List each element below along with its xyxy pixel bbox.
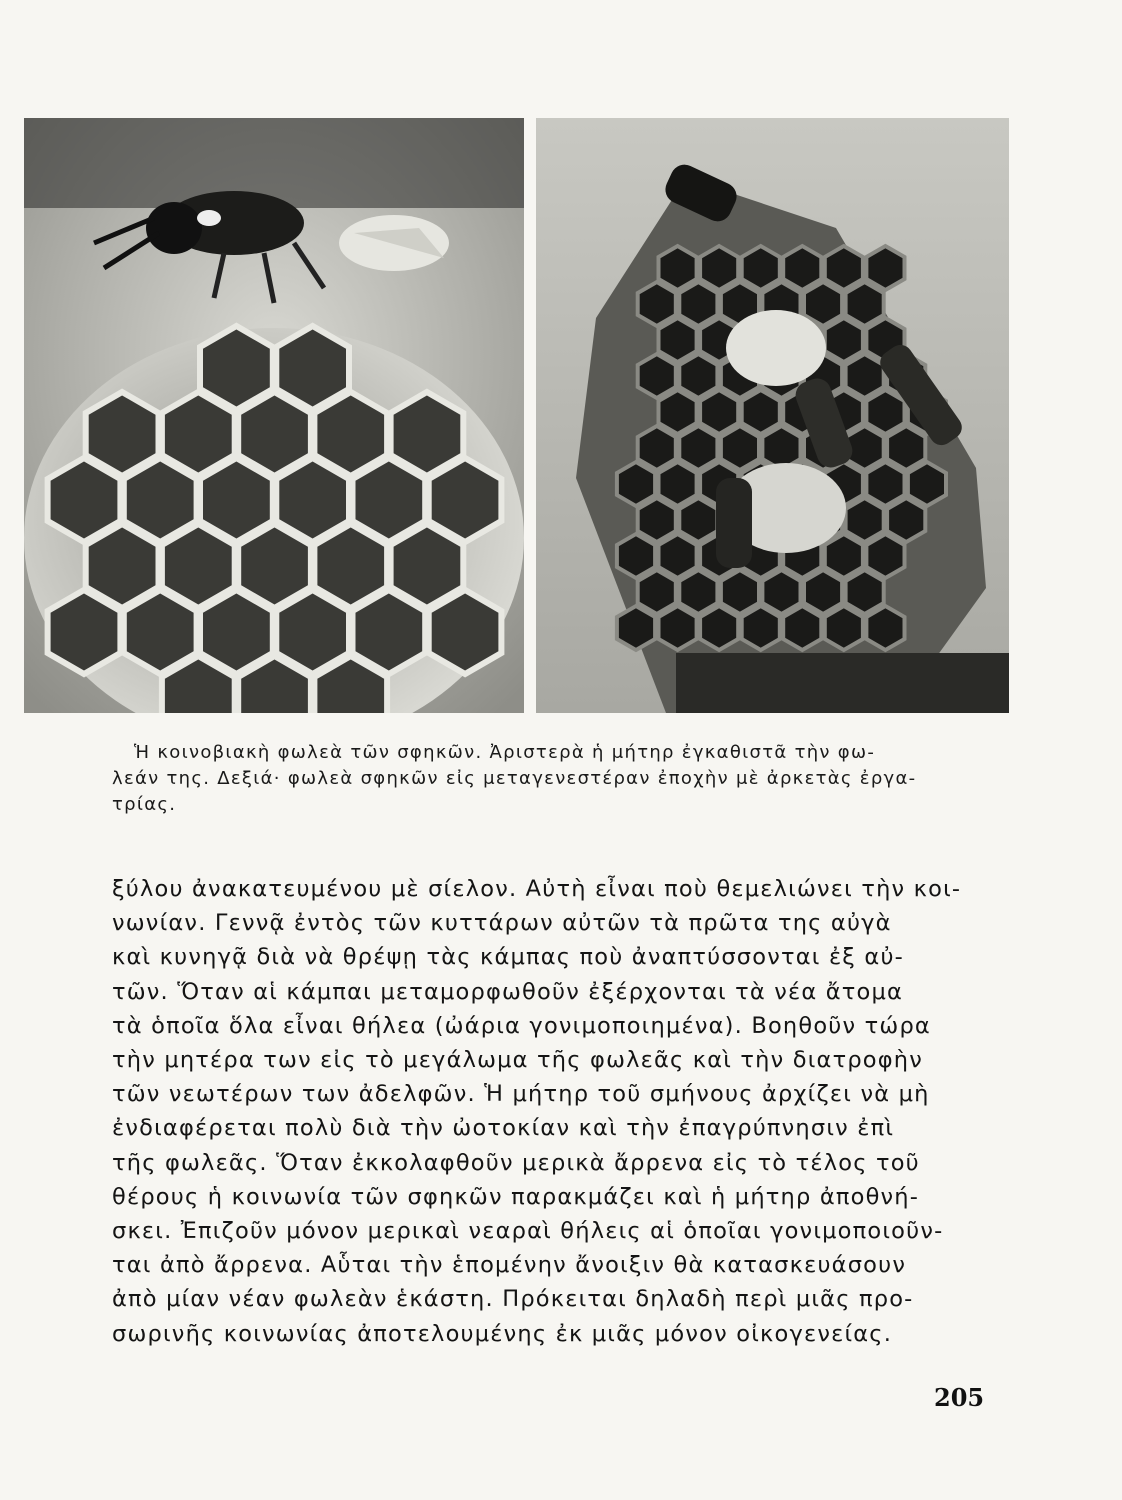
comb-cell: [700, 606, 738, 650]
comb-cell: [659, 246, 697, 290]
comb-cell: [679, 570, 717, 614]
comb-cell: [866, 462, 904, 506]
comb-cell: [846, 570, 884, 614]
comb-cell: [908, 462, 946, 506]
comb-cell: [846, 354, 884, 398]
comb-cell: [783, 246, 821, 290]
caption-line: Ἡ κοινοβιακὴ φωλεὰ τῶν σφηκῶν. Ἀριστερὰ ἡ μήτηρ ἐγκαθιστᾶ τὴν φω-: [134, 742, 876, 763]
comb-cell: [762, 570, 800, 614]
comb-cell: [700, 390, 738, 434]
comb-cell: [887, 498, 925, 542]
comb-cell: [804, 282, 842, 326]
right-photo-graphic: [536, 118, 1009, 713]
wasp-nest-founding-queen-photo: [24, 118, 524, 713]
comb-cell: [659, 606, 697, 650]
comb-cell: [617, 534, 655, 578]
body-line: σωρινῆς κοινωνίας ἀποτελουμένης ἐκ μιᾶς μόνον οἰκογενείας.: [112, 1320, 893, 1347]
body-line: ται ἀπὸ ἄρρενα. Αὗται τὴν ἑπομένην ἄνοιξιν θὰ κατασκευάσουν: [112, 1252, 907, 1279]
body-line: καὶ κυνηγᾷ διὰ νὰ θρέψῃ τὰς κάμπας ποὺ ἀναπτύσσονται ἐξ αὐ-: [112, 944, 904, 971]
body-line: ἐνδιαφέρεται πολὺ διὰ τὴν ὠοτοκίαν καὶ τὴν ἐπαγρύπνησιν ἐπὶ: [112, 1115, 895, 1142]
comb-cell: [659, 390, 697, 434]
wasp-nest-with-workers-photo: [536, 118, 1009, 713]
figure-caption: [112, 740, 967, 818]
comb-cell: [846, 282, 884, 326]
comb-cell: [804, 570, 842, 614]
comb-cell: [742, 246, 780, 290]
comb-cell: [679, 354, 717, 398]
comb-cell: [48, 590, 121, 674]
body-line: τῶν. Ὅταν αἱ κάμπαι μεταμορφωθοῦν ἐξέρχονται τὰ νέα ἄτομα: [112, 978, 904, 1005]
comb-cell: [638, 570, 676, 614]
comb-cell: [679, 426, 717, 470]
comb-cell: [866, 606, 904, 650]
body-line: ἀπὸ μίαν νέαν φωλεὰν ἑκάστη. Πρόκειται δηλαδὴ περὶ μιᾶς προ-: [112, 1286, 914, 1313]
comb-cell: [659, 462, 697, 506]
left-photo-graphic: [24, 118, 524, 713]
comb-cell: [617, 462, 655, 506]
caption-line: τρίας.: [112, 794, 177, 815]
body-line: θέρους ἡ κοινωνία τῶν σφηκῶν παρακμάζει καὶ ἡ μήτηρ ἀποθνή-: [112, 1183, 920, 1210]
comb-cell: [679, 498, 717, 542]
comb-cell: [742, 606, 780, 650]
comb-cell: [700, 246, 738, 290]
comb-cell: [679, 282, 717, 326]
comb-cell: [659, 318, 697, 362]
comb-cell: [638, 426, 676, 470]
body-paragraph: [112, 872, 987, 1351]
comb-cell: [638, 282, 676, 326]
caption-line: λεάν της. Δεξιά· φωλεὰ σφηκῶν εἰς μεταγενεστέραν ἐποχὴν μὲ ἀρκετὰς ἐργα-: [112, 768, 917, 789]
comb-cell: [866, 534, 904, 578]
comb-cell: [429, 590, 502, 674]
comb-cell: [825, 534, 863, 578]
body-line: ξύλου ἀνακατευμένου μὲ σίελον. Αὐτὴ εἶναι ποὺ θεμελιώνει τὴν κοι-: [112, 876, 962, 902]
comb-cell: [866, 390, 904, 434]
body-line: τῶν νεωτέρων των ἀδελφῶν. Ἡ μήτηρ τοῦ σμήνους ἀρχίζει νὰ μὴ: [112, 1081, 930, 1108]
comb-cell: [866, 246, 904, 290]
comb-cell: [659, 534, 697, 578]
comb-cell: [825, 318, 863, 362]
comb-cell: [638, 498, 676, 542]
comb-cell: [638, 354, 676, 398]
comb-cell: [887, 426, 925, 470]
body-line: τὴν μητέρα των εἰς τὸ μεγάλωμα τῆς φωλεᾶς καὶ τὴν διατροφὴν: [112, 1047, 924, 1074]
body-line: τῆς φωλεᾶς. Ὅταν ἐκκολαφθοῦν μερικὰ ἄρρενα εἰς τὸ τέλος τοῦ: [112, 1149, 920, 1176]
comb-cell: [617, 606, 655, 650]
comb-cell: [825, 606, 863, 650]
comb-cell: [846, 498, 884, 542]
comb-cell: [721, 426, 759, 470]
body-line: σκει. Ἐπιζοῦν μόνον μερικαὶ νεαραὶ θήλεις αἱ ὁποῖαι γονιμοποιοῦν-: [112, 1218, 944, 1245]
comb-cell: [783, 606, 821, 650]
body-line: τὰ ὁποῖα ὅλα εἶναι θήλεα (ὠάρια γονιμοποιημένα). Βοηθοῦν τώρα: [112, 1012, 931, 1039]
page-number: 205: [934, 1383, 985, 1412]
comb-cell: [721, 570, 759, 614]
comb-cell: [742, 390, 780, 434]
comb-cell: [825, 246, 863, 290]
body-line: νωνίαν. Γεννᾷ ἐντὸς τῶν κυττάρων αὐτῶν τὰ πρῶτα της αὐγὰ: [112, 910, 892, 937]
